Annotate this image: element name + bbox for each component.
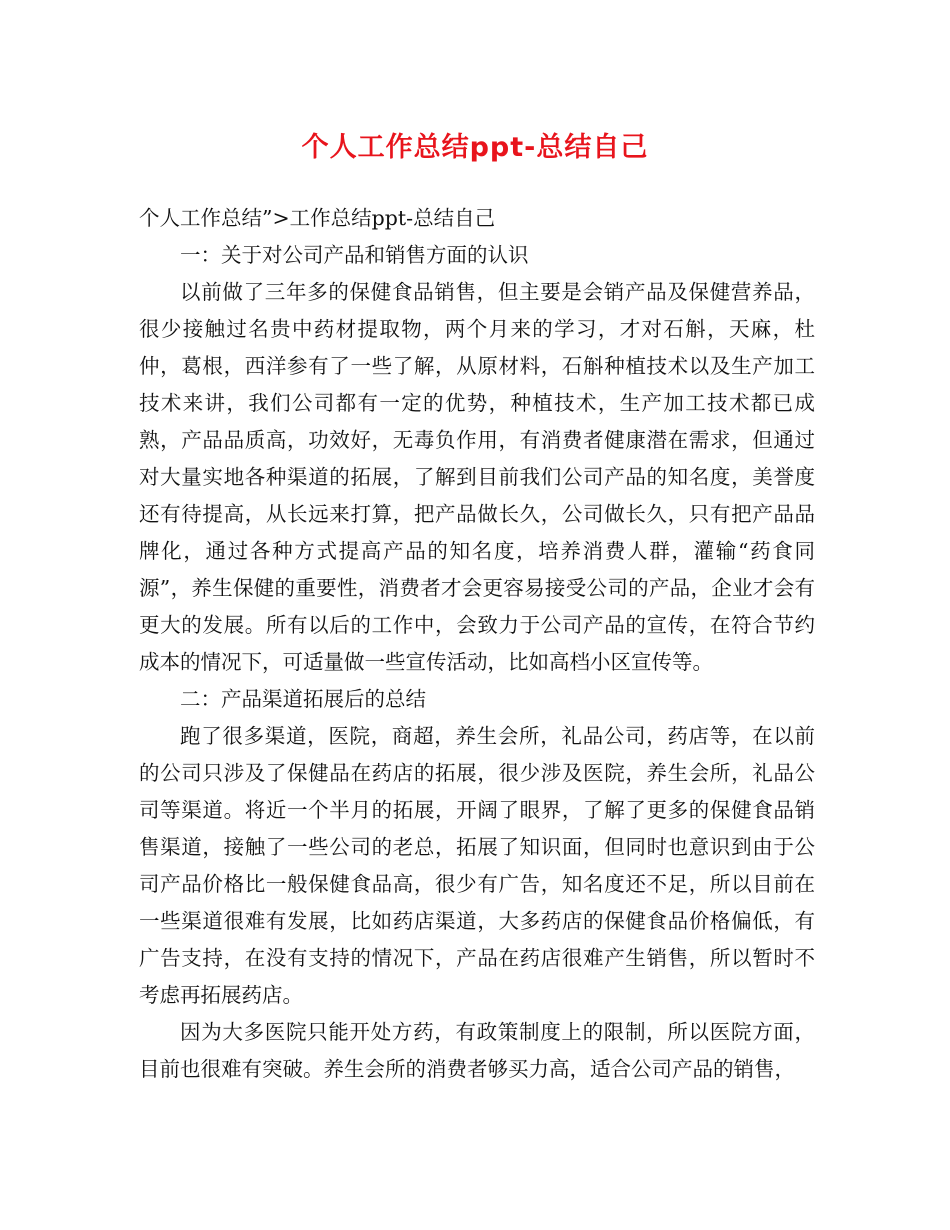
paragraph: 以前做了三年多的保健食品销售，但主要是会销产品及保健营养品，很少接触过名贵中药材提取物，两个月来的学习，才对石斛，天麻，杜仲，葛根，西洋参有了一些了解，从原材料，石斛种植技术以及生产加工技术来讲，我们公司都有一定的优势，种植技术，生产加工技术都已成熟，产品品质高，功效好，无毒负作用，有消费者健康潜在需求，但通过对大量实地各种渠道的拓展，了解到目前我们公司产品的知名度，美誉度还有待提高，从长远来打算，把产品做长久，公司做长久，只有把产品品牌化，通过各种方式提高产品的知名度，培养消费人群，灌输“药食同源”，养生保健的重要性，消费者才会更容易接受公司的产品，企业才会有更大的发展。所有以后的工作中，会致力于公司产品的宣传，在符合节约成本的情况下，可适量做一些宣传活动，比如高档小区宣传等。 bbox=[139, 280, 815, 674]
section-heading: 二：产品渠道拓展后的总结 bbox=[180, 687, 426, 711]
paragraph: 因为大多医院只能开处方药，有政策制度上的限制，所以医院方面，目前也很难有突破。养生会所的消费者够买力高，适合公司产品的销售， bbox=[139, 1020, 815, 1081]
document-title: 个人工作总结ppt-总结自己 bbox=[301, 132, 649, 163]
paragraph: 个人工作总结”>工作总结ppt-总结自己 bbox=[139, 206, 496, 230]
section-heading: 一：关于对公司产品和销售方面的认识 bbox=[180, 243, 529, 267]
document-body bbox=[139, 200, 815, 1088]
paragraph: 跑了很多渠道，医院，商超，养生会所，礼品公司，药店等，在以前的公司只涉及了保健品在药店的拓展，很少涉及医院，养生会所，礼品公司等渠道。将近一个半月的拓展，开阔了眼界，了解了更多的保健食品销售渠道，接触了一些公司的老总，拓展了知识面，但同时也意识到由于公司产品价格比一般保健食品高，很少有广告，知名度还不足，所以目前在一些渠道很难有发展，比如药店渠道，大多药店的保健食品价格偏低，有广告支持，在没有支持的情况下，产品在药店很难产生销售，所以暂时不考虑再拓展药店。 bbox=[139, 724, 815, 1007]
